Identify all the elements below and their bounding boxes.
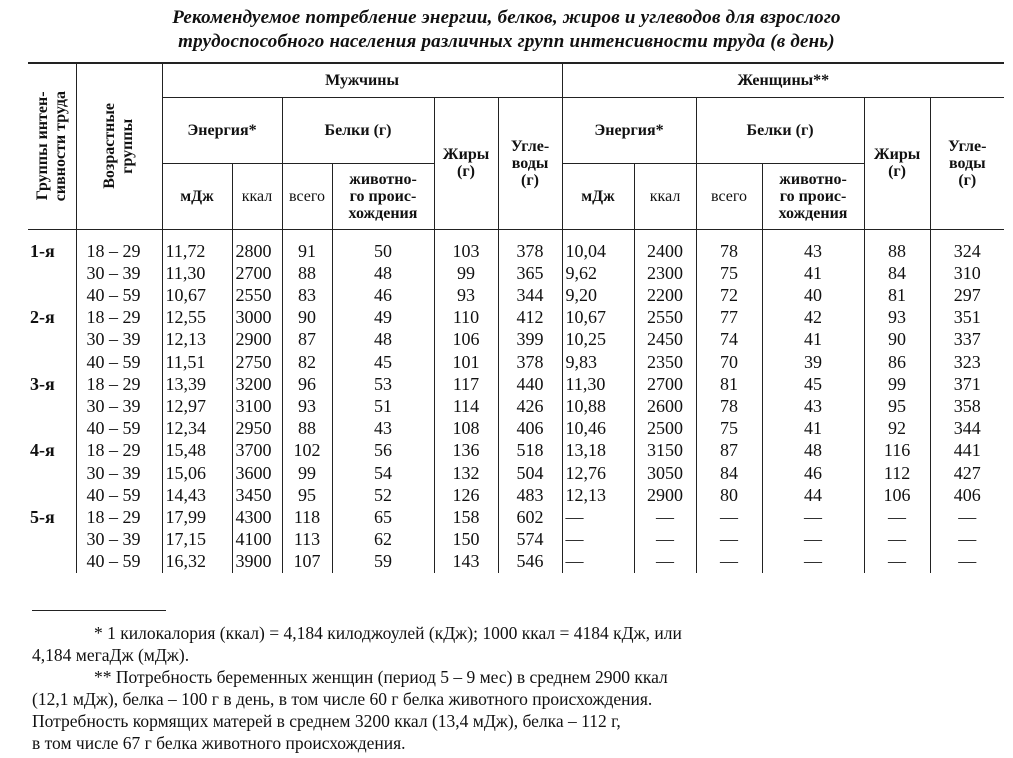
header-animal-men: животно- го проис- хождения: [332, 163, 434, 229]
cell-m-prot: 87: [282, 328, 332, 350]
cell-w-prot: 78: [696, 395, 762, 417]
cell-m-anim: 49: [332, 306, 434, 328]
cell-w-kcal: 2700: [634, 373, 696, 395]
cell-w-mj: 10,04: [562, 240, 634, 262]
header-groups: Группы интен- сивности труда: [28, 63, 76, 229]
cell-w-prot: 74: [696, 328, 762, 350]
footnote-divider: [32, 610, 166, 611]
cell-w-fat: 86: [864, 351, 930, 373]
cell-age: 40 – 59: [76, 284, 162, 306]
header-carbs-women: Угле- воды (г): [930, 97, 1004, 229]
header-kcal-men: ккал: [232, 163, 282, 229]
header-carbs-men: Угле- воды (г): [498, 97, 562, 229]
cell-group: [28, 262, 76, 284]
cell-group: 3-я: [28, 373, 76, 395]
cell-m-carb: 426: [498, 395, 562, 417]
cell-w-prot: 75: [696, 262, 762, 284]
cell-w-mj: —: [562, 550, 634, 572]
cell-m-fat: 132: [434, 462, 498, 484]
cell-w-prot: 75: [696, 417, 762, 439]
cell-w-carb: —: [930, 550, 1004, 572]
cell-w-anim: 43: [762, 240, 864, 262]
cell-w-fat: 90: [864, 328, 930, 350]
cell-group: 4-я: [28, 439, 76, 461]
cell-m-kcal: 2800: [232, 240, 282, 262]
cell-m-fat: 126: [434, 484, 498, 506]
cell-w-carb: 310: [930, 262, 1004, 284]
cell-m-kcal: 4100: [232, 528, 282, 550]
cell-m-kcal: 2750: [232, 351, 282, 373]
cell-m-prot: 96: [282, 373, 332, 395]
table-row: [28, 528, 1004, 550]
footnote-2-line-4: в том числе 67 г белка животного происхождения.: [32, 733, 406, 753]
cell-age: 40 – 59: [76, 484, 162, 506]
header-mj-women: мДж: [562, 163, 634, 229]
cell-w-carb: 337: [930, 328, 1004, 350]
cell-m-mj: 13,39: [162, 373, 232, 395]
cell-m-mj: 12,97: [162, 395, 232, 417]
table-title: [0, 6, 1013, 54]
cell-m-anim: 59: [332, 550, 434, 572]
table-row: [28, 439, 1004, 461]
cell-m-kcal: 3700: [232, 439, 282, 461]
nutrition-table: [28, 62, 1004, 573]
cell-m-mj: 12,55: [162, 306, 232, 328]
cell-m-carb: 378: [498, 351, 562, 373]
cell-m-anim: 48: [332, 328, 434, 350]
table-row: [28, 262, 1004, 284]
cell-m-anim: 51: [332, 395, 434, 417]
table-row: [28, 462, 1004, 484]
cell-w-anim: 41: [762, 328, 864, 350]
cell-w-carb: 371: [930, 373, 1004, 395]
cell-w-anim: —: [762, 506, 864, 528]
cell-w-anim: 41: [762, 417, 864, 439]
cell-w-kcal: 2600: [634, 395, 696, 417]
cell-w-mj: 9,83: [562, 351, 634, 373]
table-row: [28, 417, 1004, 439]
header-fat-women: Жиры (г): [864, 97, 930, 229]
cell-m-mj: 15,06: [162, 462, 232, 484]
cell-w-mj: 10,46: [562, 417, 634, 439]
cell-w-fat: 106: [864, 484, 930, 506]
cell-w-fat: 116: [864, 439, 930, 461]
cell-w-fat: 88: [864, 240, 930, 262]
cell-w-anim: 40: [762, 284, 864, 306]
cell-m-prot: 95: [282, 484, 332, 506]
cell-m-anim: 46: [332, 284, 434, 306]
cell-m-mj: 10,67: [162, 284, 232, 306]
cell-m-fat: 136: [434, 439, 498, 461]
cell-w-fat: —: [864, 550, 930, 572]
table-row: [28, 284, 1004, 306]
cell-w-fat: —: [864, 528, 930, 550]
cell-w-carb: 351: [930, 306, 1004, 328]
header-total-women: всего: [696, 163, 762, 229]
title-line-1: Рекомендуемое потребление энергии, белков, жиров и углеводов для взрослого: [172, 7, 841, 28]
footnote-2-line-2: (12,1 мДж), белка – 100 г в день, в том числе 60 г белка животного происхождения.: [32, 689, 653, 709]
cell-m-kcal: 2700: [232, 262, 282, 284]
cell-w-kcal: 2200: [634, 284, 696, 306]
cell-m-carb: 412: [498, 306, 562, 328]
cell-m-carb: 440: [498, 373, 562, 395]
cell-w-mj: 10,67: [562, 306, 634, 328]
cell-age: 40 – 59: [76, 550, 162, 572]
cell-w-carb: 441: [930, 439, 1004, 461]
cell-group: 5-я: [28, 506, 76, 528]
cell-m-fat: 93: [434, 284, 498, 306]
cell-m-kcal: 2950: [232, 417, 282, 439]
cell-m-mj: 15,48: [162, 439, 232, 461]
cell-w-mj: 12,13: [562, 484, 634, 506]
cell-w-prot: 84: [696, 462, 762, 484]
cell-m-kcal: 3450: [232, 484, 282, 506]
cell-group: [28, 351, 76, 373]
table-row: [28, 328, 1004, 350]
cell-w-prot: —: [696, 506, 762, 528]
footnote-2-line-1: ** Потребность беременных женщин (период 5 – 9 мес) в среднем 2900 ккал: [94, 667, 668, 687]
footnote-1-line-1: * 1 килокалория (ккал) = 4,184 килоджоулей (кДж); 1000 ккал = 4184 кДж, или: [94, 623, 682, 643]
cell-m-carb: 399: [498, 328, 562, 350]
cell-w-prot: 77: [696, 306, 762, 328]
cell-m-prot: 88: [282, 262, 332, 284]
cell-w-mj: 9,62: [562, 262, 634, 284]
header-total-men: всего: [282, 163, 332, 229]
header-age-groups: Возрастные группы: [76, 63, 162, 229]
cell-m-prot: 88: [282, 417, 332, 439]
footnote-2-line-3: Потребность кормящих матерей в среднем 3200 ккал (13,4 мДж), белка – 112 г,: [32, 711, 621, 731]
cell-w-anim: 44: [762, 484, 864, 506]
cell-m-carb: 483: [498, 484, 562, 506]
cell-w-anim: 46: [762, 462, 864, 484]
cell-w-fat: 112: [864, 462, 930, 484]
cell-m-prot: 113: [282, 528, 332, 550]
cell-m-mj: 11,30: [162, 262, 232, 284]
header-protein-men: Белки (г): [282, 97, 434, 163]
cell-w-kcal: —: [634, 528, 696, 550]
header-protein-women: Белки (г): [696, 97, 864, 163]
cell-w-carb: 323: [930, 351, 1004, 373]
cell-w-mj: 12,76: [562, 462, 634, 484]
cell-m-kcal: 3900: [232, 550, 282, 572]
cell-w-mj: 11,30: [562, 373, 634, 395]
cell-m-prot: 90: [282, 306, 332, 328]
table-body: [28, 229, 1004, 573]
table-row: [28, 506, 1004, 528]
cell-w-fat: 81: [864, 284, 930, 306]
cell-w-anim: 39: [762, 351, 864, 373]
cell-m-anim: 65: [332, 506, 434, 528]
cell-m-anim: 50: [332, 240, 434, 262]
cell-group: [28, 462, 76, 484]
cell-w-carb: 344: [930, 417, 1004, 439]
cell-m-fat: 106: [434, 328, 498, 350]
cell-m-prot: 91: [282, 240, 332, 262]
cell-m-mj: 17,99: [162, 506, 232, 528]
cell-w-carb: 406: [930, 484, 1004, 506]
header-energy-men: Энергия*: [162, 97, 282, 163]
cell-w-anim: —: [762, 550, 864, 572]
cell-m-anim: 54: [332, 462, 434, 484]
header-fat-men: Жиры (г): [434, 97, 498, 229]
cell-w-carb: 324: [930, 240, 1004, 262]
cell-m-prot: 82: [282, 351, 332, 373]
cell-w-kcal: 2500: [634, 417, 696, 439]
cell-w-prot: 70: [696, 351, 762, 373]
cell-w-kcal: 2350: [634, 351, 696, 373]
cell-w-anim: 42: [762, 306, 864, 328]
cell-w-prot: —: [696, 550, 762, 572]
cell-age: 30 – 39: [76, 395, 162, 417]
cell-age: 18 – 29: [76, 439, 162, 461]
cell-w-anim: 43: [762, 395, 864, 417]
header-energy-women: Энергия*: [562, 97, 696, 163]
cell-m-fat: 150: [434, 528, 498, 550]
cell-group: [28, 284, 76, 306]
cell-m-carb: 365: [498, 262, 562, 284]
cell-w-mj: 10,88: [562, 395, 634, 417]
cell-m-kcal: 3000: [232, 306, 282, 328]
cell-w-kcal: —: [634, 506, 696, 528]
cell-w-carb: —: [930, 528, 1004, 550]
cell-w-fat: 99: [864, 373, 930, 395]
cell-m-carb: 602: [498, 506, 562, 528]
cell-w-kcal: 2300: [634, 262, 696, 284]
cell-m-kcal: 3100: [232, 395, 282, 417]
cell-w-prot: 72: [696, 284, 762, 306]
cell-m-kcal: 3600: [232, 462, 282, 484]
cell-m-mj: 12,34: [162, 417, 232, 439]
header-animal-women: животно- го проис- хождения: [762, 163, 864, 229]
cell-w-carb: 427: [930, 462, 1004, 484]
cell-age: 18 – 29: [76, 506, 162, 528]
cell-w-kcal: 3150: [634, 439, 696, 461]
cell-m-prot: 102: [282, 439, 332, 461]
footnotes: [32, 622, 1002, 754]
cell-w-fat: 93: [864, 306, 930, 328]
header-men: Мужчины: [162, 63, 562, 97]
cell-m-prot: 99: [282, 462, 332, 484]
cell-m-kcal: 4300: [232, 506, 282, 528]
cell-age: 18 – 29: [76, 373, 162, 395]
cell-m-anim: 53: [332, 373, 434, 395]
cell-group: [28, 395, 76, 417]
cell-w-mj: —: [562, 528, 634, 550]
cell-w-anim: 48: [762, 439, 864, 461]
table-row: [28, 373, 1004, 395]
cell-group: 2-я: [28, 306, 76, 328]
cell-w-anim: 45: [762, 373, 864, 395]
cell-m-prot: 83: [282, 284, 332, 306]
cell-age: 30 – 39: [76, 328, 162, 350]
cell-w-carb: 297: [930, 284, 1004, 306]
header-kcal-women: ккал: [634, 163, 696, 229]
cell-m-anim: 52: [332, 484, 434, 506]
cell-m-kcal: 3200: [232, 373, 282, 395]
cell-m-fat: 158: [434, 506, 498, 528]
cell-w-anim: 41: [762, 262, 864, 284]
cell-w-fat: 95: [864, 395, 930, 417]
cell-m-mj: 17,15: [162, 528, 232, 550]
cell-w-prot: 78: [696, 240, 762, 262]
cell-w-kcal: —: [634, 550, 696, 572]
footnote-1-line-2: 4,184 мегаДж (мДж).: [32, 645, 190, 665]
cell-m-mj: 11,51: [162, 351, 232, 373]
cell-w-prot: 87: [696, 439, 762, 461]
cell-w-fat: —: [864, 506, 930, 528]
cell-w-kcal: 2450: [634, 328, 696, 350]
cell-w-kcal: 2550: [634, 306, 696, 328]
cell-age: 40 – 59: [76, 351, 162, 373]
table-row: [28, 484, 1004, 506]
cell-m-anim: 48: [332, 262, 434, 284]
cell-m-fat: 99: [434, 262, 498, 284]
cell-m-prot: 93: [282, 395, 332, 417]
table-row: [28, 306, 1004, 328]
cell-w-mj: 10,25: [562, 328, 634, 350]
cell-group: [28, 417, 76, 439]
table-row: [28, 240, 1004, 262]
cell-age: 30 – 39: [76, 462, 162, 484]
cell-w-mj: 13,18: [562, 439, 634, 461]
cell-age: 30 – 39: [76, 528, 162, 550]
cell-w-prot: 81: [696, 373, 762, 395]
cell-group: [28, 328, 76, 350]
table-row: [28, 550, 1004, 572]
cell-w-carb: —: [930, 506, 1004, 528]
cell-group: [28, 528, 76, 550]
cell-w-carb: 358: [930, 395, 1004, 417]
cell-w-kcal: 2900: [634, 484, 696, 506]
cell-m-mj: 14,43: [162, 484, 232, 506]
cell-m-carb: 406: [498, 417, 562, 439]
header-women: Женщины**: [562, 63, 1004, 97]
cell-w-kcal: 2400: [634, 240, 696, 262]
cell-m-anim: 56: [332, 439, 434, 461]
cell-w-mj: 9,20: [562, 284, 634, 306]
cell-m-mj: 11,72: [162, 240, 232, 262]
cell-m-anim: 45: [332, 351, 434, 373]
cell-w-mj: —: [562, 506, 634, 528]
cell-w-fat: 92: [864, 417, 930, 439]
cell-m-anim: 62: [332, 528, 434, 550]
header-mj-men: мДж: [162, 163, 232, 229]
cell-m-carb: 546: [498, 550, 562, 572]
cell-m-fat: 110: [434, 306, 498, 328]
cell-group: [28, 550, 76, 572]
cell-m-carb: 344: [498, 284, 562, 306]
cell-m-carb: 574: [498, 528, 562, 550]
cell-m-fat: 108: [434, 417, 498, 439]
cell-w-fat: 84: [864, 262, 930, 284]
cell-group: [28, 484, 76, 506]
table-row: [28, 395, 1004, 417]
cell-m-kcal: 2900: [232, 328, 282, 350]
cell-m-fat: 117: [434, 373, 498, 395]
cell-age: 18 – 29: [76, 306, 162, 328]
cell-m-mj: 12,13: [162, 328, 232, 350]
cell-m-carb: 378: [498, 240, 562, 262]
table-row: [28, 351, 1004, 373]
cell-age: 40 – 59: [76, 417, 162, 439]
cell-m-fat: 143: [434, 550, 498, 572]
cell-age: 30 – 39: [76, 262, 162, 284]
cell-age: 18 – 29: [76, 240, 162, 262]
cell-m-carb: 504: [498, 462, 562, 484]
cell-m-anim: 43: [332, 417, 434, 439]
cell-w-anim: —: [762, 528, 864, 550]
cell-m-fat: 114: [434, 395, 498, 417]
cell-m-prot: 118: [282, 506, 332, 528]
cell-m-kcal: 2550: [232, 284, 282, 306]
cell-group: 1-я: [28, 240, 76, 262]
cell-m-prot: 107: [282, 550, 332, 572]
cell-m-mj: 16,32: [162, 550, 232, 572]
cell-m-carb: 518: [498, 439, 562, 461]
cell-w-prot: 80: [696, 484, 762, 506]
cell-m-fat: 101: [434, 351, 498, 373]
title-line-2: трудоспособного населения различных групп интенсивности труда (в день): [178, 31, 835, 52]
cell-w-prot: —: [696, 528, 762, 550]
cell-w-kcal: 3050: [634, 462, 696, 484]
cell-m-fat: 103: [434, 240, 498, 262]
